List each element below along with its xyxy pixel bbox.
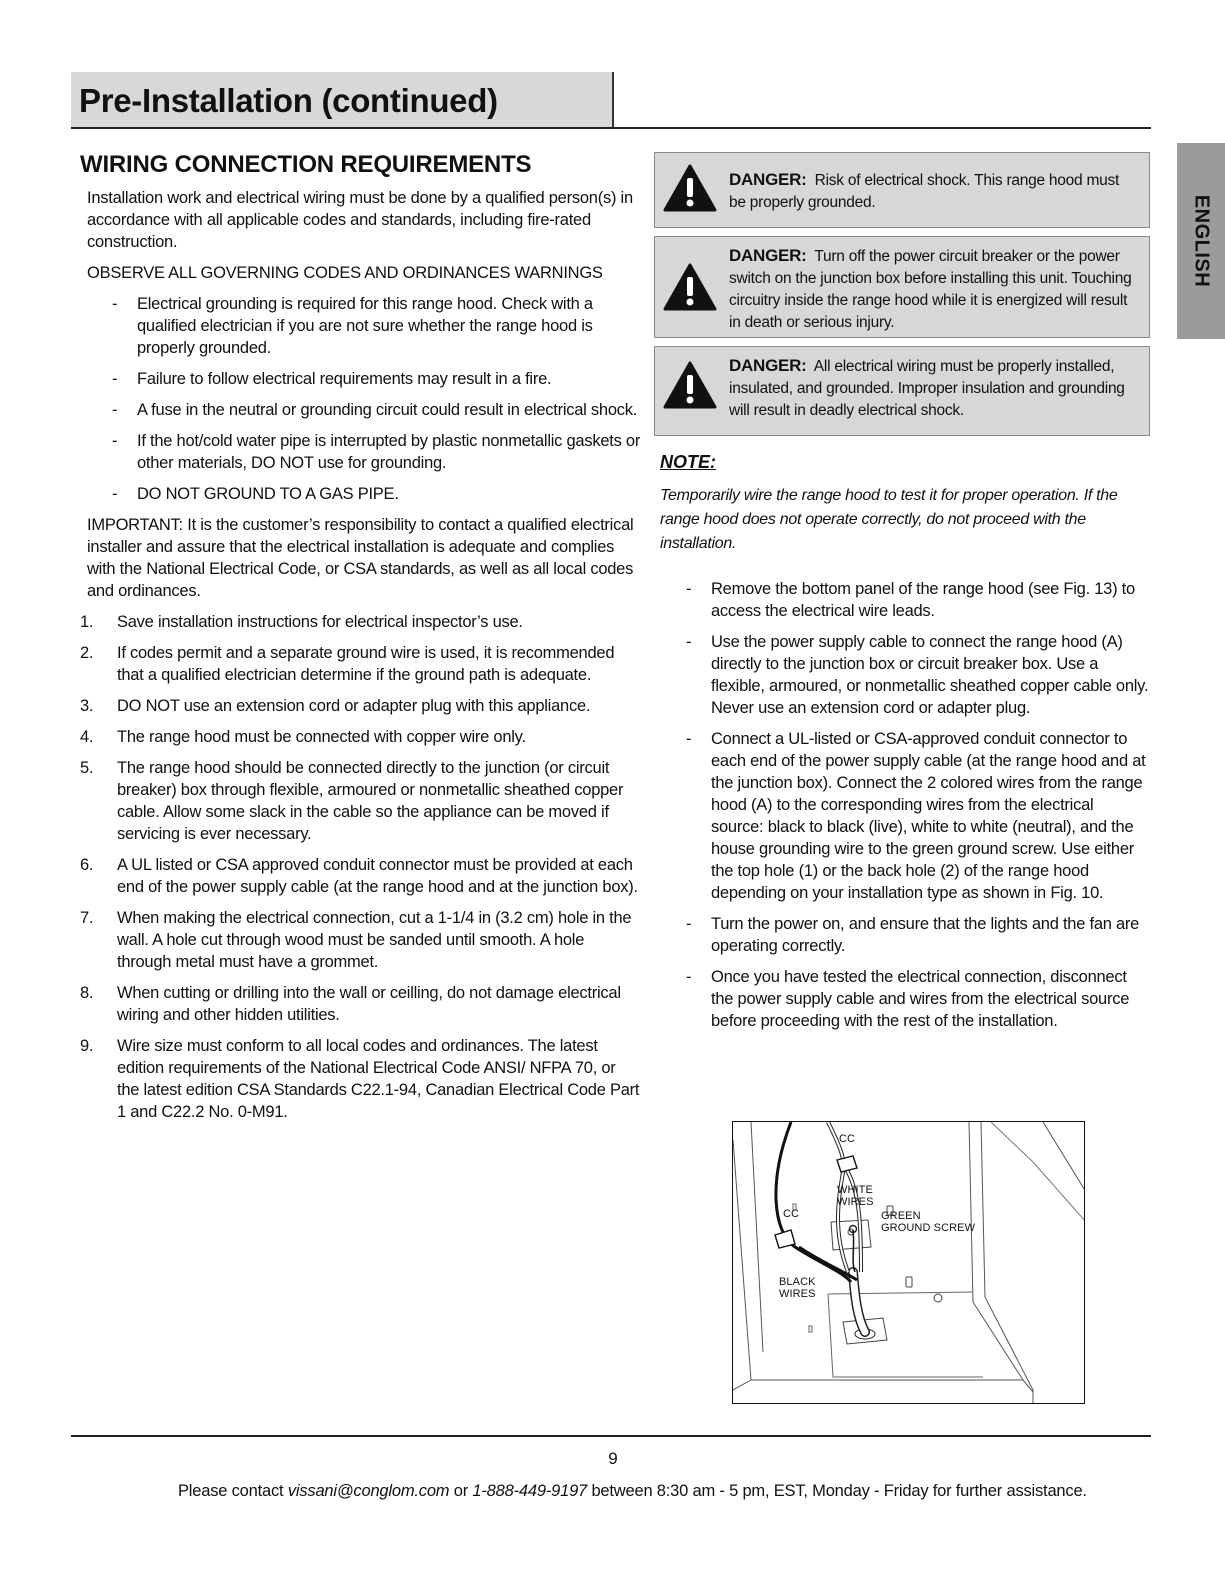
warning-item: - Failure to follow electrical requirements may result in a fire. bbox=[80, 368, 642, 390]
step-number: 8. bbox=[80, 984, 94, 1002]
step-number: 1. bbox=[80, 613, 94, 631]
label-cc-left: CC bbox=[783, 1208, 800, 1220]
wiring-illustration bbox=[732, 1121, 1085, 1404]
danger-text: Risk of electrical shock. This range hood must be properly grounded. bbox=[729, 172, 1120, 211]
warning-triangle-icon bbox=[663, 164, 717, 212]
step-number: 4. bbox=[80, 728, 94, 746]
note-text: Temporarily wire the range hood to test it for proper operation. If the range hood does not operate correctly, do not proceed with the installation. bbox=[660, 487, 1118, 552]
danger-text: All electrical wiring must be properly installed, insulated, and grounded. Improper insulation and grounding will result in deadly electrical shock. bbox=[729, 358, 1125, 419]
step-item bbox=[80, 982, 642, 1026]
step-number: 2. bbox=[80, 644, 94, 662]
contact-or: or bbox=[453, 1482, 469, 1500]
label-black-wires: BLACK WIRES bbox=[779, 1276, 816, 1300]
warning-triangle-icon bbox=[663, 263, 717, 311]
warning-item: - A fuse in the neutral or grounding circuit could result in electrical shock. bbox=[80, 399, 642, 421]
language-tab bbox=[1177, 143, 1225, 339]
note-label: NOTE: bbox=[660, 452, 716, 472]
step-text: The range hood should be connected directly to the junction (or circuit breaker) box through flexible, armoured or nonmetallic sheathed copper cable. Allow some slack in the cable so the appliance can be moved if servicing is ever necessary. bbox=[117, 759, 624, 843]
connection-step: - Remove the bottom panel of the range hood (see Fig. 13) to access the electrical wire leads. bbox=[660, 578, 1150, 622]
step-item bbox=[80, 757, 642, 845]
step-item bbox=[80, 1035, 642, 1123]
danger-label: DANGER: bbox=[729, 356, 807, 375]
page-title: Pre-Installation (continued) bbox=[79, 82, 498, 119]
step-item bbox=[80, 854, 642, 898]
step-item bbox=[80, 611, 642, 633]
danger-label: DANGER: bbox=[729, 170, 807, 189]
label-white-wires: WHITE WIRES bbox=[837, 1184, 874, 1208]
connection-step: - Connect a UL-listed or CSA-approved conduit connector to each end of the power supply cable (at the range hood and at the junction box). Connect the 2 colored wires from the range hood (A) to the corresponding wires from the electrical source: black to black (live), white to white (neutral), and the house grounding wire to the green ground screw. Use either the top hole (1) or the back hole (2) of the range hood depending on your installation type as shown in Fig. 10. bbox=[660, 728, 1150, 904]
wiring-diagram bbox=[733, 1122, 1085, 1404]
wiring-requirements-section bbox=[80, 150, 642, 1132]
connection-step: - Use the power supply cable to connect the range hood (A) directly to the junction box or circuit breaker box. Use a flexible, armoured, or nonmetallic sheathed copper cable only. Never use an extension cord or adapter plug. bbox=[660, 631, 1150, 719]
connection-step: - Turn the power on, and ensure that the lights and the fan are operating correctly. bbox=[660, 913, 1150, 957]
connection-steps-list bbox=[660, 578, 1150, 1041]
danger-box-wiring bbox=[654, 346, 1150, 436]
step-text: When cutting or drilling into the wall or ceilling, do not damage electrical wiring and other hidden utilities. bbox=[117, 984, 621, 1024]
step-text: The range hood must be connected with copper wire only. bbox=[117, 728, 526, 746]
warning-item: - If the hot/cold water pipe is interrupted by plastic nonmetallic gaskets or other materials, DO NOT use for grounding. bbox=[80, 430, 642, 474]
step-item bbox=[80, 907, 642, 973]
warning-item: - DO NOT GROUND TO A GAS PIPE. bbox=[80, 483, 642, 505]
footer-contact bbox=[178, 1482, 1153, 1501]
footer-rule bbox=[71, 1435, 1151, 1437]
step-item bbox=[80, 642, 642, 686]
step-item bbox=[80, 726, 642, 748]
contact-prefix: Please contact bbox=[178, 1482, 284, 1500]
observe-heading: OBSERVE ALL GOVERNING CODES AND ORDINANCES WARNINGS bbox=[87, 264, 603, 282]
step-text: Wire size must conform to all local codes and ordinances. The latest edition requirements of the National Electrical Code ANSI/ NFPA 70, or the latest edition CSA Standards C22.1-94, Canadian Electrical Code Part 1 and C22.2 No. 0-M91. bbox=[117, 1037, 640, 1121]
danger-label: DANGER: bbox=[729, 246, 807, 265]
danger-box-grounding bbox=[654, 152, 1150, 228]
step-text: If codes permit and a separate ground wire is used, it is recommended that a qualified electrician determine if the ground path is adequate. bbox=[117, 644, 615, 684]
connection-step: - Once you have tested the electrical connection, disconnect the power supply cable and wires from the electrical source before proceeding with the rest of the installation. bbox=[660, 966, 1150, 1032]
label-green-ground-screw: GREEN GROUND SCREW bbox=[881, 1210, 976, 1234]
step-number: 9. bbox=[80, 1037, 94, 1055]
step-number: 5. bbox=[80, 759, 94, 777]
step-number: 6. bbox=[80, 856, 94, 874]
step-text: When making the electrical connection, cut a 1-1/4 in (3.2 cm) hole in the wall. A hole cut through wood must be sanded until smooth. A hole through metal must have a grommet. bbox=[117, 909, 632, 971]
intro-paragraph: Installation work and electrical wiring must be done by a qualified person(s) in accordance with all applicable codes and standards, including fire-rated construction. bbox=[87, 189, 633, 251]
language-tab-label: ENGLISH bbox=[1190, 194, 1213, 288]
danger-box-power-off bbox=[654, 236, 1150, 338]
contact-email[interactable]: vissani@conglom.com bbox=[287, 1482, 450, 1500]
header-band bbox=[71, 72, 614, 128]
header-rule bbox=[71, 127, 1151, 129]
step-item bbox=[80, 695, 642, 717]
section-title: WIRING CONNECTION REQUIREMENTS bbox=[80, 151, 532, 178]
warning-item: - Electrical grounding is required for this range hood. Check with a qualified electrician if you are not sure whether the range hood is properly grounded. bbox=[80, 293, 642, 359]
step-text: DO NOT use an extension cord or adapter plug with this appliance. bbox=[117, 697, 591, 715]
steps-list bbox=[80, 611, 642, 1123]
contact-suffix: between 8:30 am - 5 pm, EST, Monday - Friday for further assistance. bbox=[591, 1482, 1087, 1500]
contact-phone[interactable]: 1-888-449-9197 bbox=[472, 1482, 588, 1500]
danger-text: Turn off the power circuit breaker or the power switch on the junction box before installing this unit. Touching circuitry inside the range hood while it is energized will result in death or serious injury. bbox=[729, 248, 1132, 331]
page-number: 9 bbox=[608, 1449, 618, 1468]
step-number: 3. bbox=[80, 697, 94, 715]
step-text: A UL listed or CSA approved conduit connector must be provided at each end of the power supply cable (at the range hood and at the junction box). bbox=[117, 856, 638, 896]
step-number: 7. bbox=[80, 909, 94, 927]
label-cc-top: CC bbox=[839, 1133, 856, 1145]
warnings-list bbox=[80, 293, 642, 505]
step-text: Save installation instructions for electrical inspector’s use. bbox=[117, 613, 523, 631]
important-paragraph: IMPORTANT: It is the customer’s responsibility to contact a qualified electrical installer and assure that the electrical installation is adequate and complies with the National Electrical Code, or CSA standards, as well as all local codes and ordinances. bbox=[87, 516, 634, 600]
warning-triangle-icon bbox=[663, 361, 717, 409]
